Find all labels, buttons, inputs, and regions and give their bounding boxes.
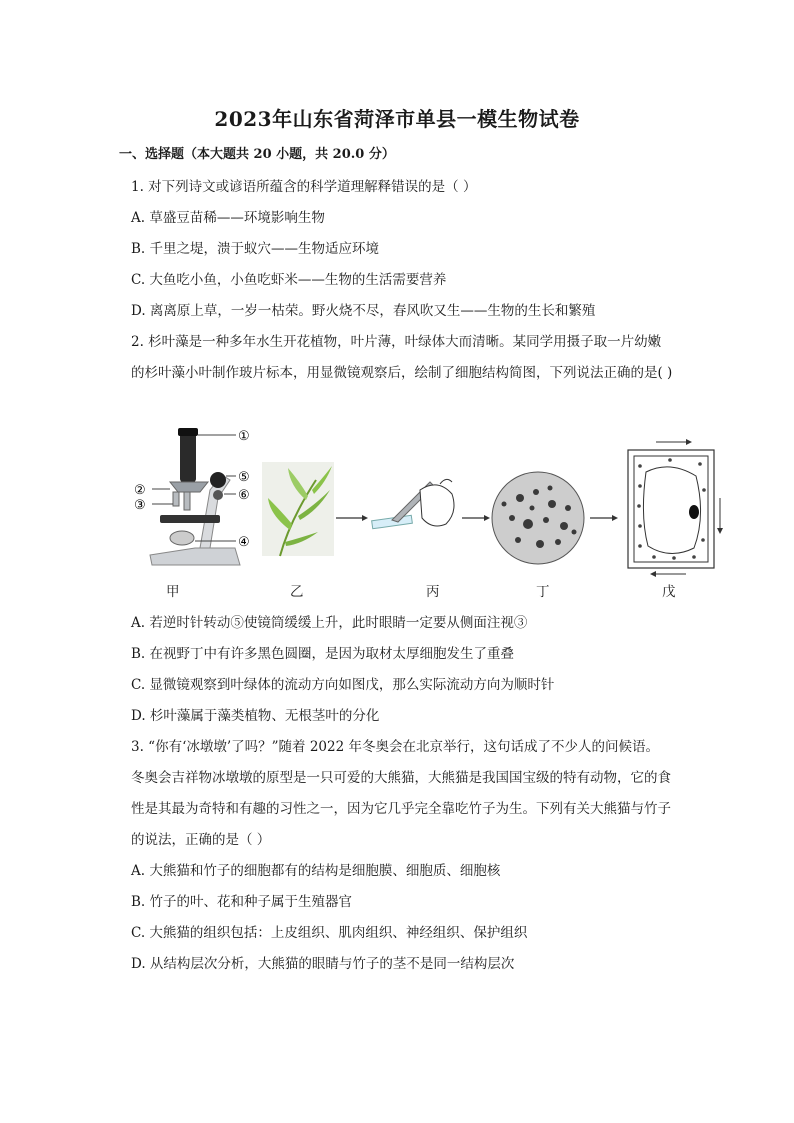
question-3-stem-line1: 3. “你有‘冰墩墩’了吗？”随着 2022 年冬奥会在北京举行，这句话成了不少人的问候语。 bbox=[131, 739, 659, 755]
section-heading: 一、选择题（本大题共 20 小题，共 20.0 分） bbox=[119, 147, 395, 162]
question-2-stem-line1: 2. 杉叶藻是一种多年水生开花植物，叶片薄，叶绿体大而清晰。某同学用摄子取一片幼嫩 bbox=[131, 334, 662, 350]
question-1-option-b: B. 千里之堤，溃于蚁穴——生物适应环境 bbox=[131, 241, 380, 257]
label-2: ② bbox=[134, 483, 146, 498]
caption-wu: 戊 bbox=[662, 584, 676, 600]
label-4: ④ bbox=[238, 535, 250, 550]
question-3-stem-line4: 的说法，正确的是（ ） bbox=[131, 832, 271, 848]
question-3-option-b: B. 竹子的叶、花和种子属于生殖器官 bbox=[131, 894, 353, 910]
question-2-option-d: D. 杉叶藻属于藻类植物、无根茎叶的分化 bbox=[131, 708, 380, 724]
question-1-option-c: C. 大鱼吃小鱼，小鱼吃虾米——生物的生活需要营养 bbox=[131, 272, 447, 288]
slide-preparation-illustration bbox=[372, 479, 454, 528]
page-title: 2023年山东省菏泽市单县一模生物试卷 bbox=[214, 107, 580, 131]
microscope-illustration bbox=[150, 428, 240, 565]
label-5: ⑤ bbox=[238, 470, 250, 485]
question-2-option-c: C. 显微镜观察到叶绿体的流动方向如图戊，那么实际流动方向为顺时针 bbox=[131, 677, 555, 693]
label-1: ① bbox=[238, 429, 250, 444]
caption-yi: 乙 bbox=[290, 584, 304, 600]
question-3-option-c: C. 大熊猫的组织包括：上皮组织、肌肉组织、神经组织、保护组织 bbox=[131, 925, 528, 941]
microscope-view-illustration bbox=[492, 472, 584, 564]
question-3-stem-line3: 性是其最为奇特和有趣的习性之一，因为它几乎完全靠吃竹子为生。下列有关大熊猫与竹子 bbox=[131, 801, 671, 817]
label-6: ⑥ bbox=[238, 488, 250, 503]
caption-ding: 丁 bbox=[536, 584, 550, 600]
question-2-stem-line2: 的杉叶藻小叶制作玻片标本，用显微镜观察后，绘制了细胞结构简图，下列说法正确的是( ) bbox=[131, 365, 673, 381]
question-3-option-a: A. 大熊猫和竹子的细胞都有的结构是细胞膜、细胞质、细胞核 bbox=[131, 863, 501, 879]
question-2-option-b: B. 在视野丁中有许多黑色圆圈，是因为取材太厚细胞发生了重叠 bbox=[131, 646, 515, 662]
question-1-stem: 1. 对下列诗文或谚语所蕴含的科学道理解释错误的是（ ） bbox=[131, 179, 477, 195]
label-3: ③ bbox=[134, 498, 146, 513]
question-3-option-d: D. 从结构层次分析，大熊猫的眼睛与竹子的茎不是同一结构层次 bbox=[131, 956, 515, 972]
question-1-option-d: D. 离离原上草，一岁一枯荣。野火烧不尽，春风吹又生——生物的生长和繁殖 bbox=[131, 303, 596, 319]
caption-jia: 甲 bbox=[166, 584, 180, 600]
microscope-figure bbox=[134, 420, 720, 600]
plant-illustration bbox=[262, 462, 334, 556]
question-2-option-a: A. 若逆时针转动⑤使镜筒缓缓上升，此时眼睛一定要从侧面注视③ bbox=[131, 615, 528, 631]
cell-flow-diagram bbox=[628, 439, 723, 577]
question-1-option-a: A. 草盛豆苗稀——环境影响生物 bbox=[131, 210, 325, 226]
question-3-stem-line2: 冬奥会吉祥物冰墩墩的原型是一只可爱的大熊猫，大熊猫是我国国宝级的特有动物，它的食 bbox=[131, 770, 671, 786]
caption-bing: 丙 bbox=[426, 584, 440, 600]
